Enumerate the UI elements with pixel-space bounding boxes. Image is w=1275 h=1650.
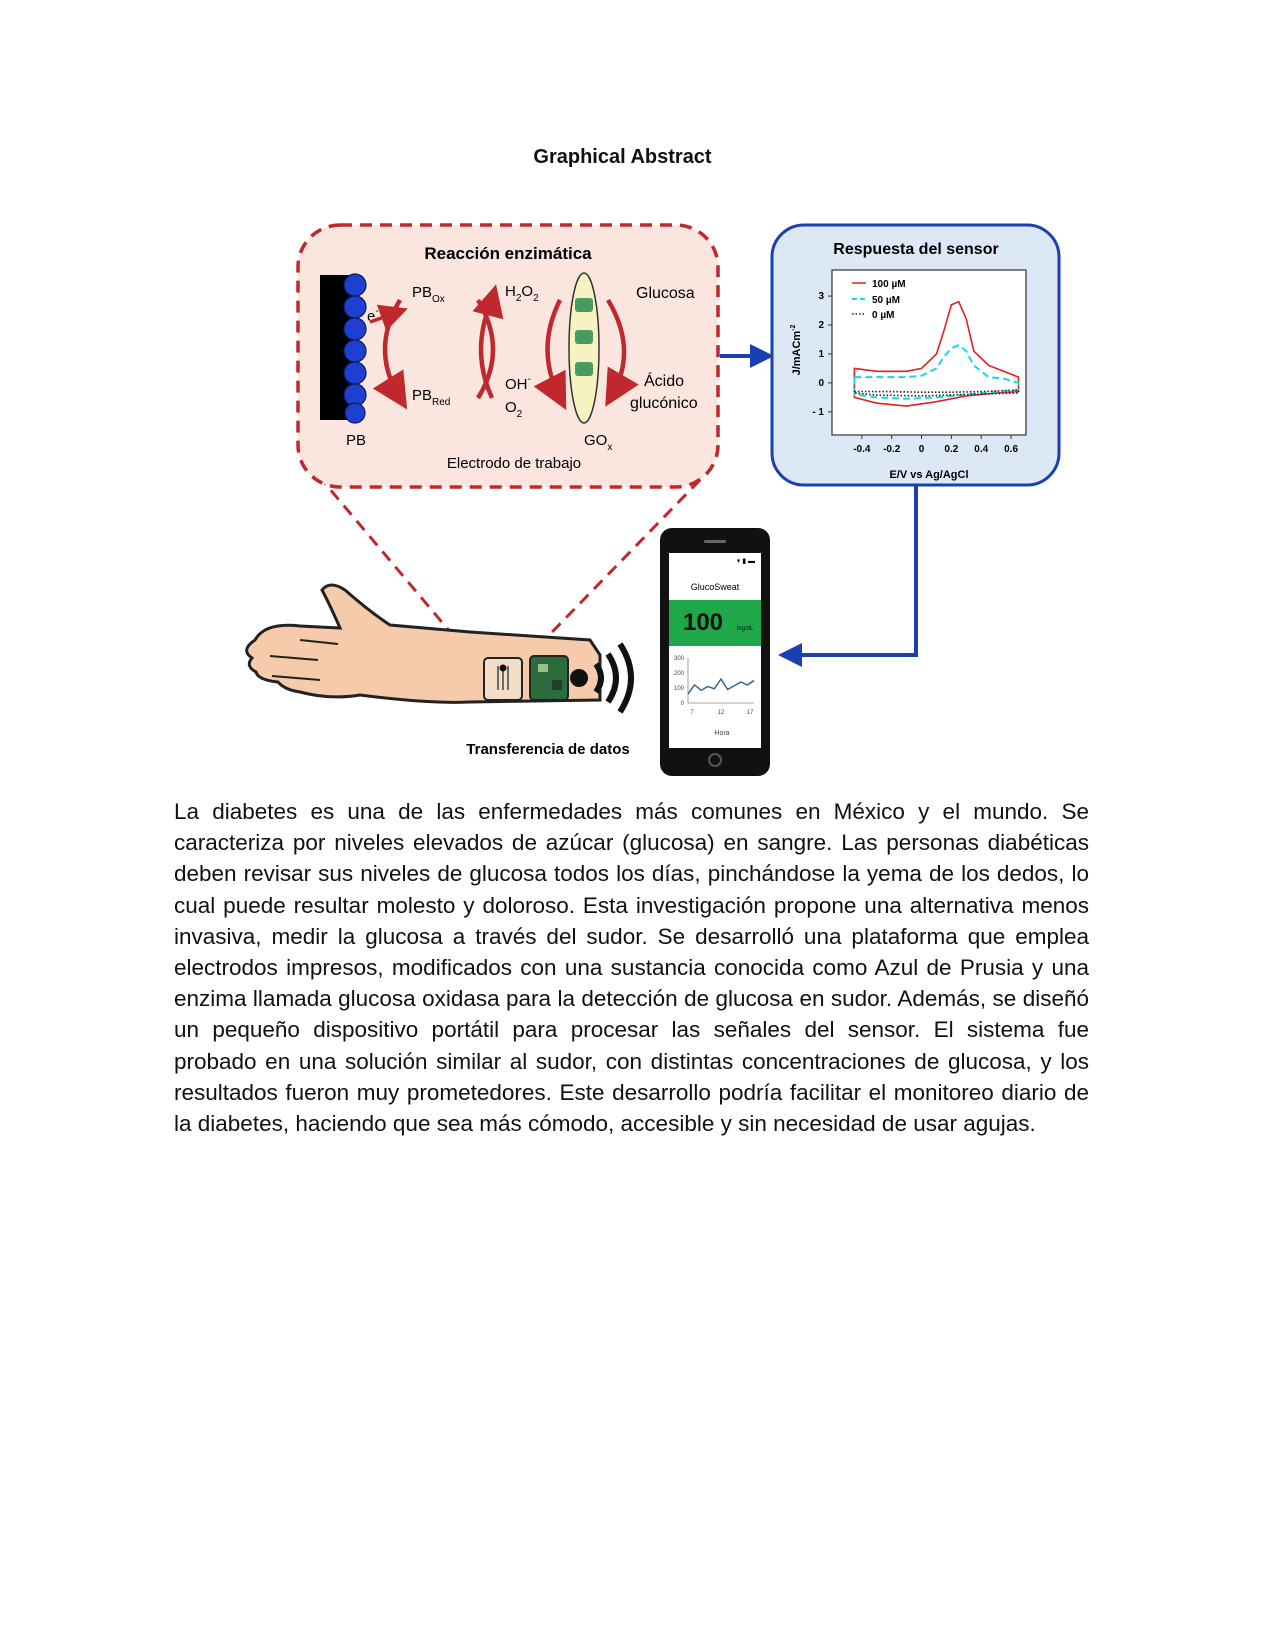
phone-chart-xtick: 17	[746, 710, 754, 716]
cv-xtick-label: 0	[918, 444, 925, 455]
o2-label: $O_2$	[505, 399, 523, 420]
circuit-board	[530, 656, 568, 700]
cv-ytick-label: 1	[818, 348, 824, 360]
phone-chart-ytick: 200	[673, 671, 684, 677]
cv-xlabel: E/V vs Ag/AgCl	[889, 469, 969, 481]
cv-xtick-label: 0.2	[944, 444, 959, 455]
cv-ytick-label: 3	[818, 291, 824, 303]
phone-speaker	[704, 540, 726, 543]
cv-xtick-label: 0.6	[1004, 444, 1019, 455]
pb-red-label: $PB_{Red}$	[412, 387, 451, 408]
h2o2-label: $H_2O_2$	[505, 283, 539, 304]
cv-ylabel: J/mACm$^{-2}$	[790, 324, 803, 376]
sensor-panel	[772, 225, 1059, 485]
glucose-oxidase-enzyme	[569, 273, 599, 423]
phone-chart-xlabel: Hora	[714, 730, 730, 737]
gox-label: $GO_x$	[584, 432, 613, 453]
wireless-source	[570, 669, 588, 687]
chip-2	[552, 680, 562, 690]
status-icons: ▾ ▮ ▬	[736, 558, 755, 565]
sensor-title: Respuesta del sensor	[833, 241, 999, 258]
phone-chart-xtick: 7	[690, 710, 694, 716]
electron-label: e-	[367, 306, 379, 325]
wifi-wave-3	[620, 644, 631, 712]
sensor-dot	[500, 665, 507, 672]
phone-chart-ytick: 100	[673, 686, 684, 692]
page-title-text: Graphical Abstract	[533, 146, 712, 168]
electrode-label: Electrodo de trabajo	[446, 455, 582, 472]
phone-chart-xtick: 12	[717, 710, 725, 716]
reaction-panel	[298, 225, 718, 487]
pb-label: PB	[346, 432, 367, 449]
cv-xtick-label: 0.4	[974, 444, 989, 455]
reading-unit: mg/dL	[736, 626, 754, 632]
arm-illustration	[247, 585, 631, 712]
transfer-label: Transferencia de datos	[466, 741, 630, 758]
legend-0: 0 µM	[872, 310, 895, 321]
acid-label-2: glucónico	[630, 395, 698, 412]
graphical-abstract-figure	[0, 0, 1275, 790]
cv-plot-area	[832, 270, 1026, 435]
phone-chart-ytick: 0	[680, 701, 684, 707]
enzyme-structures	[575, 298, 593, 376]
pb-ox-label: $PB_{Ox}$	[412, 284, 445, 305]
cv-ytick-label: - 1	[812, 406, 824, 418]
cv-ytick-label: 2	[818, 320, 824, 331]
legend-100: 100 µM	[872, 279, 906, 290]
chip-1	[538, 664, 548, 672]
glucose-label: Glucosa	[636, 285, 695, 302]
phone	[660, 528, 770, 776]
abstract-paragraph: La diabetes es una de las enfermedades más comunes en México y el mundo. Se caracteriza por niveles elevados de azúcar (glucosa) en sangre. Las personas diabéticas deben revisar sus niveles de glucosa todos los días, pinchándose la yema de los dedos, lo cual puede resultar molesto y doloroso. Esta investigación propone una alternativa menos invasiva, medir la glucosa a través del sudor. Se desarrolló una plataforma que emplea electrodos impresos, modificados con una sustancia conocida como Azul de Prusia y una enzima llamada glucosa oxidasa para la detección de glucosa en sudor. Además, se diseñó un pequeño dispositivo portátil para procesar las señales del sensor. El sistema fue probado en una solución similar al sudor, con distintas concentraciones de glucosa, y los resultados fueron muy prometedores. Este desarrollo podría facilitar el monitoreo diario de la diabetes, haciendo que sea más cómodo, accesible y sin necesidad de usar agujas.	[174, 799, 1089, 1137]
arrow-to-phone	[790, 485, 916, 655]
reaction-title: Reacción enzimática	[424, 244, 592, 263]
acid-label-1: Ácido	[644, 373, 685, 390]
cv-xtick-label: -0.4	[853, 444, 871, 455]
app-name: GlucoSweat	[690, 582, 740, 592]
wifi-wave-2	[608, 654, 616, 702]
phone-chart-ytick: 300	[673, 656, 684, 662]
reading-value: 100	[682, 609, 724, 636]
oh-label: OH-	[505, 374, 531, 393]
legend-50: 50 µM	[872, 295, 900, 306]
cv-ytick-label: 0	[818, 377, 824, 389]
cv-xtick-label: -0.2	[883, 444, 901, 455]
